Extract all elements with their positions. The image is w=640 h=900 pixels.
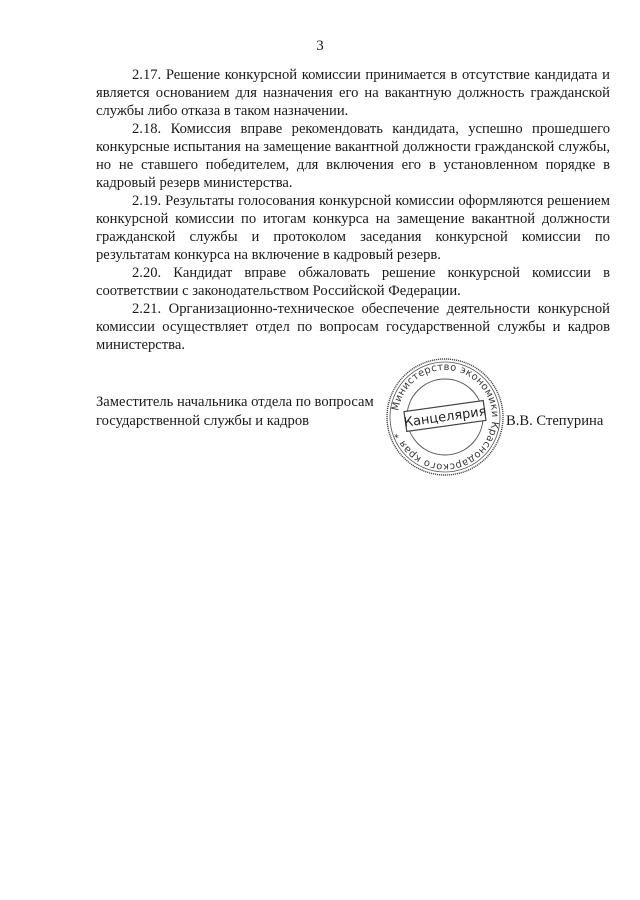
stamp-center-text: Канцелярия — [402, 404, 488, 431]
paragraph-2-19: 2.19. Результаты голосования конкурсной комиссии оформляются решением конкурсной комиссии по итогам конкурса на замещение вакантной должности гражданской службы и протоколом заседания конкурсной комиссии по результатам конкурса на включение в кадровый резерв. — [96, 193, 610, 263]
stamp-ring-text: Министерство экономики Краснодарского края * — [390, 361, 501, 473]
document-body — [96, 66, 610, 354]
paragraph-2-20: 2.20. Кандидат вправе обжаловать решение конкурсной комиссии в соответствии с законодательством Российской Федерации. — [96, 265, 610, 299]
paragraph-2-17: 2.17. Решение конкурсной комиссии принимается в отсутствие кандидата и является основанием для назначения его на вакантную должность гражданской службы либо отказа в таком назначении. — [96, 67, 610, 119]
signatory-name: В.В. Степурина — [506, 413, 604, 429]
paragraph-2-21: 2.21. Организационно-техническое обеспечение деятельности конкурсной комиссии осуществляет отдел по вопросам государственной службы и кадров министерства. — [96, 301, 610, 353]
office-stamp — [383, 355, 507, 479]
signature-block — [96, 361, 610, 483]
signatory-title-line-2: государственной службы и кадров — [96, 413, 310, 429]
signatory-title — [96, 393, 396, 431]
paragraph-2-18: 2.18. Комиссия вправе рекомендовать кандидата, успешно прошедшего конкурсные испытания на замещение вакантной должности гражданской службы, но не ставшего победителем, для включения его в установленном порядке в кадровый резерв министерства. — [96, 121, 610, 191]
page-number: 3 — [316, 38, 324, 54]
signatory-title-line-1: Заместитель начальника отдела по вопросам — [96, 394, 374, 410]
